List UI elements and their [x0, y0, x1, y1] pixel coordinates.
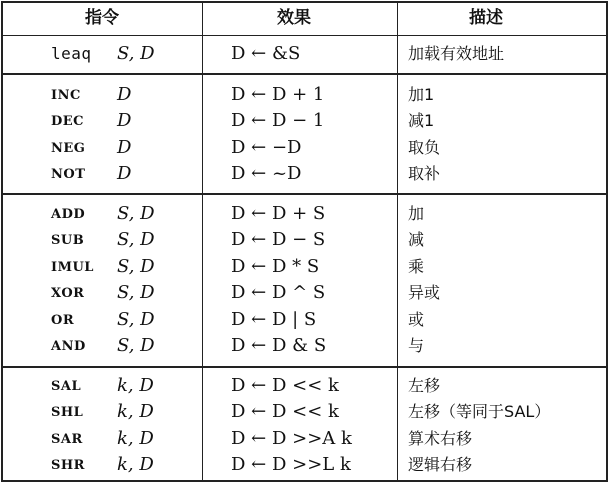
instruction-operands: S, D: [117, 335, 155, 356]
instruction-effect: D ← D − S: [231, 229, 326, 250]
instruction-opcode: DEC: [51, 114, 85, 129]
instruction-description: 取补: [408, 164, 441, 183]
instruction-operands: S, D: [117, 203, 155, 224]
instruction-description: 逻辑右移: [408, 455, 473, 474]
instruction-operands: k, D: [117, 428, 154, 449]
instruction-description: 左移: [408, 376, 441, 395]
instruction-description: 或: [408, 310, 425, 329]
instruction-effect: D ← −D: [231, 137, 302, 158]
instruction-opcode: SAR: [51, 432, 83, 447]
instruction-operands: S, D: [117, 256, 155, 277]
instruction-opcode: NEG: [51, 141, 86, 156]
instruction-effect: D ← D * S: [231, 256, 320, 277]
group-divider: [3, 193, 606, 195]
instruction-opcode: ADD: [51, 207, 86, 222]
instruction-operands: k, D: [117, 375, 154, 396]
instruction-operands: S, D: [117, 229, 155, 250]
instruction-operands: D: [117, 163, 132, 184]
instruction-opcode: IMUL: [51, 260, 94, 275]
header-divider: [3, 35, 606, 36]
instruction-description: 加1: [408, 85, 435, 104]
instruction-opcode: INC: [51, 88, 81, 103]
instruction-opcode: SUB: [51, 233, 85, 248]
instruction-opcode: SAL: [51, 379, 82, 394]
instruction-description: 异或: [408, 283, 441, 302]
instruction-description: 加载有效地址: [408, 44, 505, 63]
instruction-description: 减: [408, 230, 425, 249]
instruction-effect: D ← &S: [231, 43, 301, 64]
instruction-effect: D ← D & S: [231, 335, 327, 356]
instruction-operands: S, D: [117, 43, 155, 64]
instruction-operands: D: [117, 84, 132, 105]
instruction-effect: D ← D + S: [231, 203, 326, 224]
instruction-effect: D ← D − 1: [231, 110, 325, 131]
instruction-table: [1, 1, 608, 482]
instruction-effect: D ← D ^ S: [231, 282, 326, 303]
header-effect: 效果: [277, 8, 311, 28]
instruction-opcode: leaq: [51, 44, 92, 63]
instruction-effect: D ← D << k: [231, 401, 339, 422]
instruction-effect: D ← D | S: [231, 309, 317, 330]
header-description: 描述: [469, 8, 503, 28]
instruction-description: 减1: [408, 111, 435, 130]
group-divider: [3, 366, 606, 368]
header-instruction: 指令: [85, 8, 119, 28]
instruction-operands: D: [117, 110, 132, 131]
instruction-description: 加: [408, 204, 425, 223]
instruction-effect: D ← D << k: [231, 375, 339, 396]
instruction-operands: S, D: [117, 282, 155, 303]
instruction-effect: D ← ~D: [231, 163, 302, 184]
group-divider: [3, 73, 606, 75]
instruction-operands: k, D: [117, 401, 154, 422]
instruction-opcode: OR: [51, 313, 75, 328]
instruction-operands: D: [117, 137, 132, 158]
instruction-opcode: XOR: [51, 286, 85, 301]
instruction-opcode: SHR: [51, 458, 85, 473]
instruction-opcode: SHL: [51, 405, 84, 420]
instruction-opcode: AND: [51, 339, 86, 354]
instruction-description: 取负: [408, 138, 441, 157]
instruction-effect: D ← D >>A k: [231, 428, 352, 449]
instruction-description: 乘: [408, 257, 425, 276]
instruction-effect: D ← D + 1: [231, 84, 325, 105]
instruction-opcode: NOT: [51, 167, 86, 182]
instruction-description: 与: [408, 336, 425, 355]
instruction-operands: S, D: [117, 309, 155, 330]
instruction-operands: k, D: [117, 454, 154, 475]
instruction-effect: D ← D >>L k: [231, 454, 351, 475]
instruction-description: 左移（等同于SAL）: [408, 402, 551, 421]
instruction-description: 算术右移: [408, 429, 473, 448]
